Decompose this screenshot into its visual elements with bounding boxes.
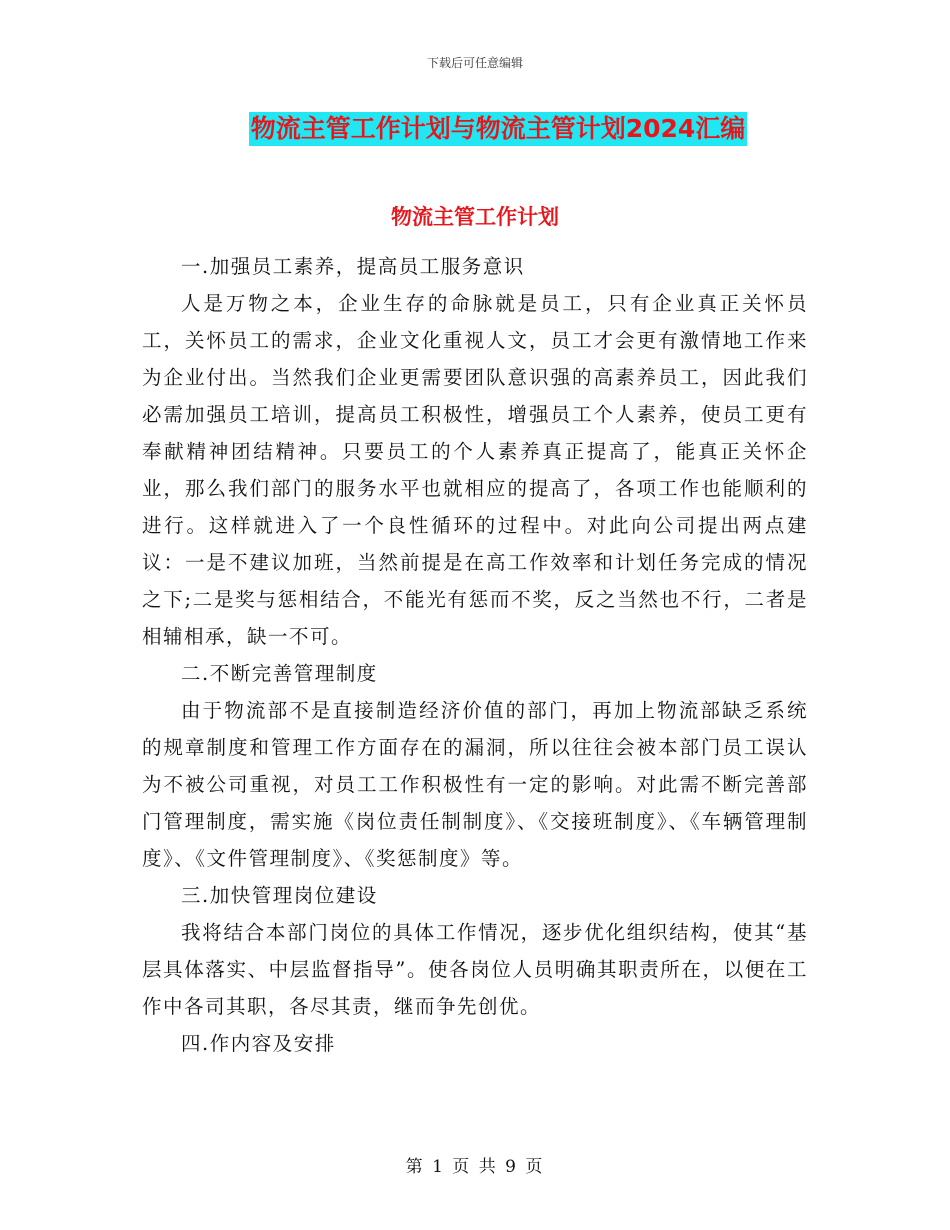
section-title: 物流主管工作计划 bbox=[391, 205, 559, 229]
page-footer: 第 1 页 共 9 页 bbox=[405, 1157, 545, 1177]
heading-3: 三.加快管理岗位建设 bbox=[181, 884, 378, 907]
paragraph-3: 我将结合本部门岗位的具体工作情况，逐步优化组织结构，使其“基层具体落实、中层监督指导”。使各岗位人员明确其职责所在，以便在工作中各司其职，各尽其责，继而争先创优。 bbox=[142, 921, 808, 1018]
document-body bbox=[142, 248, 808, 1062]
heading-2: 二.不断完善管理制度 bbox=[181, 662, 378, 685]
header-note: 下载后可任意编辑 bbox=[426, 56, 523, 70]
heading-4: 四.作内容及安排 bbox=[181, 1032, 336, 1055]
heading-1: 一.加强员工素养，提高员工服务意识 bbox=[181, 255, 525, 278]
paragraph-2: 由于物流部不是直接制造经济价值的部门，再加上物流部缺乏系统的规章制度和管理工作方面存在的漏洞，所以往往会被本部门员工误认为不被公司重视，对员工工作积极性有一定的影响。对此需不断完善部门管理制度，需实施《岗位责任制制度》、《交接班制度》、《车辆管理制度》、《文件管理制度》、《奖惩制度》等。 bbox=[142, 699, 808, 870]
document-title: 物流主管工作计划与物流主管计划2024汇编 bbox=[249, 112, 748, 146]
paragraph-1: 人是万物之本，企业生存的命脉就是员工，只有企业真正关怀员工，关怀员工的需求，企业文化重视人文，员工才会更有激情地工作来为企业付出。当然我们企业更需要团队意识强的高素养员工，因此我们必需加强员工培训，提高员工积极性，增强员工个人素养，使员工更有奉献精神团结精神。只要员工的个人素养真正提高了，能真正关怀企业，那么我们部门的服务水平也就相应的提高了，各项工作也能顺利的进行。这样就进入了一个良性循环的过程中。对此向公司提出两点建议：一是不建议加班，当然前提是在高工作效率和计划任务完成的情况之下;二是奖与惩相结合，不能光有惩而不奖，反之当然也不行，二者是相辅相承，缺一不可。 bbox=[142, 292, 808, 648]
document-title-container bbox=[0, 112, 950, 146]
